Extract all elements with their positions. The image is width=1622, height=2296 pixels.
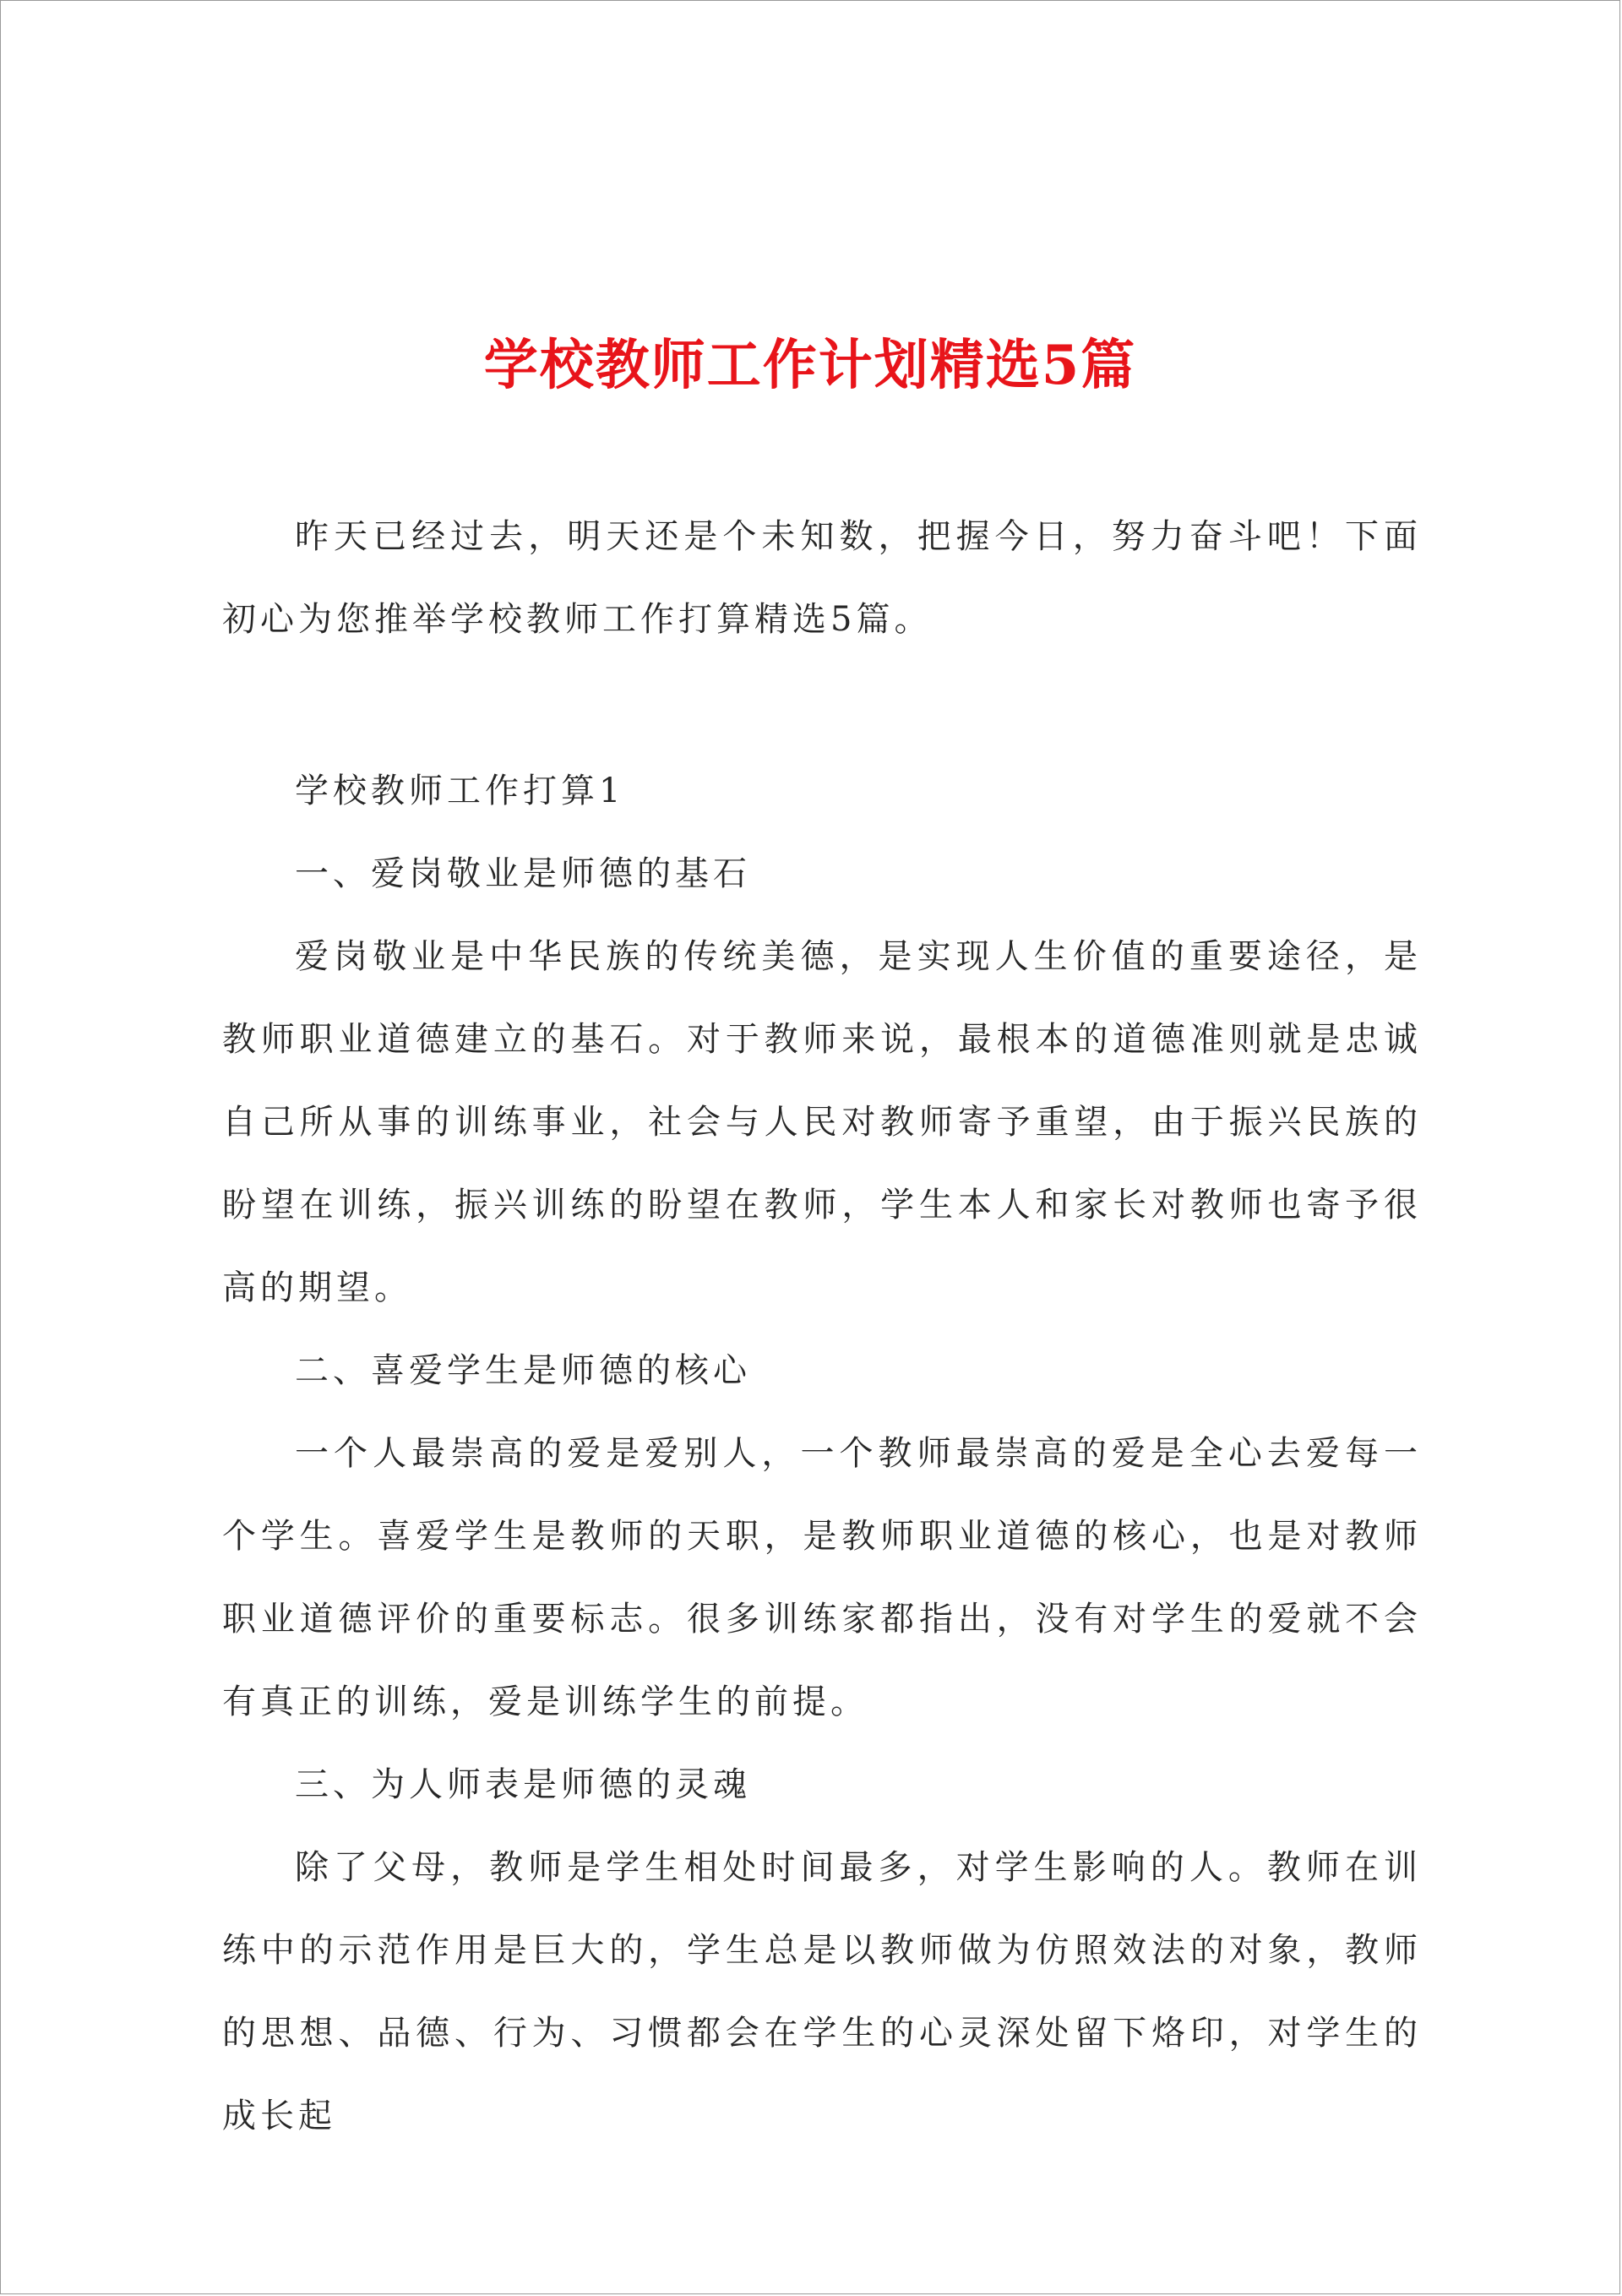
- subheading: 一、爱岗敬业是师德的基石: [295, 854, 751, 893]
- subheading: 二、喜爱学生是师德的核心: [295, 1351, 751, 1390]
- subheading: 三、为人师表是师德的灵魂: [295, 1765, 751, 1804]
- body-paragraph: 一个人最崇高的爱是爱别人，一个教师最崇高的爱是全心去爱每一个学生。喜爱学生是教师的天职，是教师职业道德的核心，也是对教师职业道德评价的重要标志。很多训练家都指出，没有对学生的爱就不会有真正的训练，爱是训练学生的前提。: [222, 1434, 1422, 1721]
- document-title: 学校教师工作计划精选5篇: [483, 334, 1137, 397]
- section-heading: 学校教师工作打算1: [295, 772, 625, 810]
- body-paragraph: 爱岗敬业是中华民族的传统美德，是实现人生价值的重要途径，是教师职业道德建立的基石。对于教师来说，最根本的道德准则就是忠诚自己所从事的训练事业，社会与人民对教师寄予重望，由于振兴民族的盼望在训练，振兴训练的盼望在教师，学生本人和家长对教师也寄予很高的期望。: [222, 937, 1422, 1307]
- body-paragraph: 除了父母，教师是学生相处时间最多，对学生影响的人。教师在训练中的示范作用是巨大的，学生总是以教师做为仿照效法的对象，教师的思想、品德、行为、习惯都会在学生的心灵深处留下烙印，对学生的成长起: [222, 1848, 1422, 2135]
- section-spacer: [222, 661, 1422, 750]
- document-body: [222, 495, 1422, 2157]
- intro-paragraph: 昨天已经过去，明天还是个未知数，把握今日，努力奋斗吧！下面初心为您推举学校教师工作打算精选5篇。: [222, 517, 1422, 639]
